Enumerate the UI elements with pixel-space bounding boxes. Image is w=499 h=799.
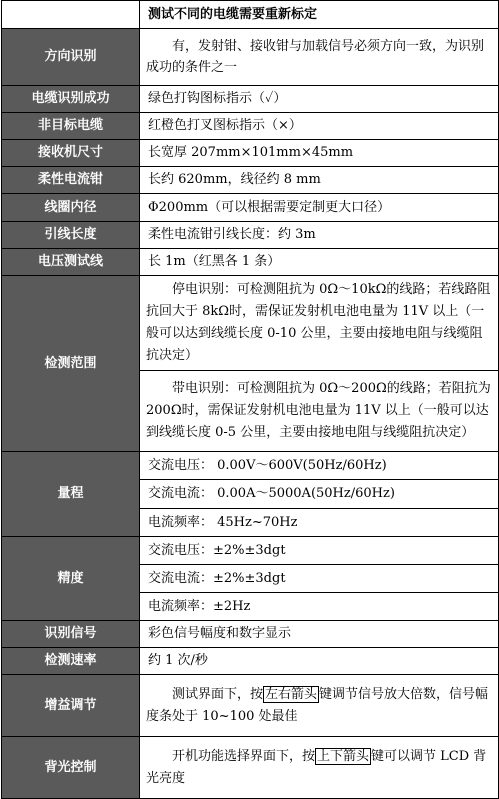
backlight-text-post: 键可以调节 LCD 背光亮度	[146, 749, 487, 786]
value-non-target: 红橙色打叉图标指示（×）	[140, 113, 499, 140]
label-accuracy: 精度	[2, 537, 140, 621]
label-measure-range: 量程	[2, 452, 140, 537]
value-on-power-detection: 带电识别：可检测阻抗为 0Ω～200Ω的线路；若阻抗为 200Ω时，需保证发射机电池电量为 11V 以上（一般可以达到线缆长度 0-5 公里，主要由接地电阻与线缆阻抗决定）	[140, 371, 499, 452]
value-range-ac-voltage: 交流电压： 0.00V～600V(50Hz/60Hz)	[140, 452, 499, 480]
label-backlight: 背光控制	[2, 737, 140, 799]
gain-key-label: 左右箭头	[265, 687, 318, 702]
label-signal-id: 识别信号	[2, 621, 140, 648]
value-cable-ok: 绿色打钩图标指示（✓）	[140, 86, 499, 113]
label-voltage-lead: 电压测试线	[2, 249, 140, 276]
value-detection-speed: 约 1 次/秒	[140, 648, 499, 675]
value-lead-length: 柔性电流钳引线长度：约 3m	[140, 222, 499, 249]
value-backlight	[140, 737, 499, 799]
value-direction: 有，发射钳、接收钳与加载信号必须方向一致，为识别成功的条件之一	[140, 29, 499, 86]
label-receiver-size: 接收机尺寸	[2, 140, 140, 167]
label-flex-clamp: 柔性电流钳	[2, 167, 140, 194]
value-range-frequency: 电流频率： 45Hz~70Hz	[140, 509, 499, 537]
spec-table	[1, 0, 499, 799]
label-detection-speed: 检测速率	[2, 648, 140, 675]
label-coil-diameter: 线圈内径	[2, 194, 140, 222]
value-accuracy-ac-current: 交流电流：±2%±3dgt	[140, 565, 499, 593]
value-off-power-detection: 停电识别：可检测阻抗为 0Ω～10kΩ的线路；若线路阻抗回大于 8kΩ时，需保证发射机电池电量为 11V 以上（一般可以达到线缆长度 0-10 公里，主要由接地电阻与线缆阻抗决定）	[140, 276, 499, 371]
backlight-text-pre: 开机功能选择界面下，按	[172, 749, 316, 764]
value-signal-id: 彩色信号幅度和数字显示	[140, 621, 499, 648]
gain-text-pre: 测试界面下，按	[172, 687, 264, 702]
value-range-ac-current: 交流电流： 0.00A～5000A(50Hz/60Hz)	[140, 480, 499, 509]
header-blank-cell	[2, 1, 140, 29]
value-flex-clamp: 长约 620mm，线径约 8 mm	[140, 167, 499, 194]
label-lead-length: 引线长度	[2, 222, 140, 249]
backlight-key-label: 上下箭头	[317, 749, 370, 764]
label-detection-range: 检测范围	[2, 276, 140, 452]
gain-text-post: 键调节信号放大倍数，信号幅度条处于 10~100 处最佳	[146, 687, 489, 724]
table-title: 测试不同的电缆需要重新标定	[140, 1, 499, 29]
value-voltage-lead: 长 1m（红黑各 1 条）	[140, 249, 499, 276]
value-coil-diameter: Φ200mm（可以根据需要定制更大口径）	[140, 194, 499, 222]
label-gain-adjust: 增益调节	[2, 675, 140, 737]
value-accuracy-ac-voltage: 交流电压：±2%±3dgt	[140, 537, 499, 565]
value-receiver-size: 长宽厚 207mm×101mm×45mm	[140, 140, 499, 167]
value-accuracy-frequency: 电流频率：±2Hz	[140, 593, 499, 621]
value-gain-adjust	[140, 675, 499, 737]
label-non-target: 非目标电缆	[2, 113, 140, 140]
label-cable-ok: 电缆识别成功	[2, 86, 140, 113]
label-direction: 方向识别	[2, 29, 140, 86]
